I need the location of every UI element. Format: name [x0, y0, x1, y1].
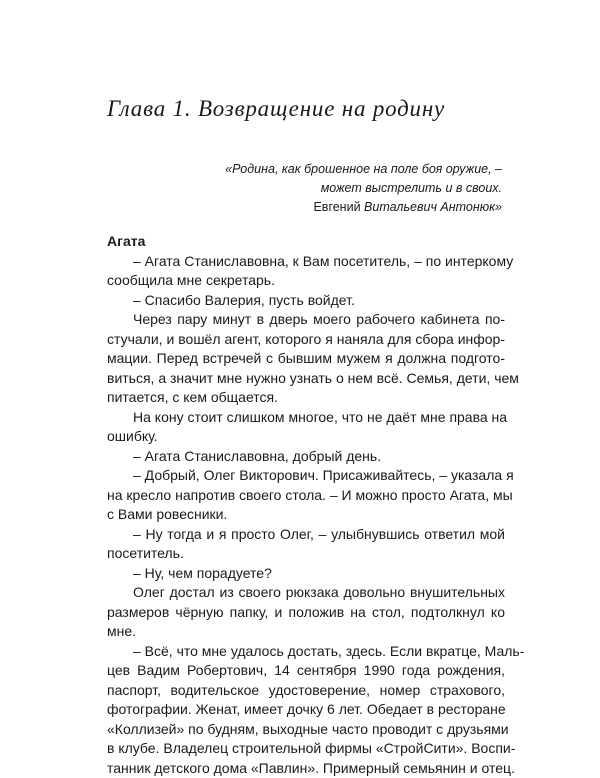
- paragraph: [107, 466, 505, 525]
- text-line: с Вами ровесники.: [107, 505, 505, 525]
- text-line: цев Вадим Робертович, 14 сентября 1990 года рождения,: [107, 661, 505, 681]
- paragraph: [107, 252, 505, 291]
- text-line: мне.: [107, 622, 505, 642]
- text-line: – Ну тогда и я просто Олег, – улыбнувшись ответил мой: [107, 525, 505, 545]
- epigraph-line-2: может выстрелить и в своих.: [225, 179, 502, 198]
- text-line: на кресло напротив своего стола. – И можно просто Агата, мы: [107, 486, 505, 506]
- text-line: Через пару минут в дверь моего рабочего кабинета по-: [107, 310, 505, 330]
- text-line: – Спасибо Валерия, пусть войдет.: [107, 291, 505, 311]
- text-line: мации. Перед встречей с бывшим мужем я должна подгото-: [107, 349, 505, 369]
- paragraph: [107, 408, 505, 447]
- text-line: «Коллизей» по будням, выходные часто проводит с друзьями: [107, 720, 505, 740]
- text-line: размеров чёрную папку, и положив на стол, подтолкнул ко: [107, 603, 505, 623]
- text-line: сообщила мне секретарь.: [107, 271, 505, 291]
- paragraph: [107, 525, 505, 564]
- paragraph: [107, 310, 505, 408]
- paragraph: [107, 447, 505, 467]
- paragraph: [107, 642, 505, 778]
- epigraph-author-rest: Витальевич Антонюк»: [364, 200, 502, 214]
- text-line: танник детского дома «Павлин». Примерный семьянин и отец.: [107, 759, 505, 778]
- text-line: ошибку.: [107, 427, 505, 447]
- text-line: паспорт, водительское удостоверение, номер страхового,: [107, 681, 505, 701]
- text-line: посетитель.: [107, 544, 505, 564]
- text-line: На кону стоит слишком многое, что не даёт мне права на: [107, 408, 505, 428]
- text-line: – Агата Станиславовна, добрый день.: [107, 447, 505, 467]
- text-line: виться, а значит мне нужно узнать о нем всё. Семья, дети, чем: [107, 369, 505, 389]
- text-line: фотографии. Женат, имеет дочку 6 лет. Обедает в ресторане: [107, 700, 505, 720]
- paragraph: [107, 564, 505, 584]
- paragraphs: [107, 252, 505, 778]
- epigraph-author-first-name: Евгений: [313, 200, 360, 214]
- text-line: – Ну, чем порадуете?: [107, 564, 505, 584]
- text-line: – Добрый, Олег Викторович. Присаживайтесь, – указала я: [107, 466, 505, 486]
- paragraph: [107, 583, 505, 642]
- paragraph: [107, 291, 505, 311]
- text-line: – Всё, что мне удалось достать, здесь. Если вкратце, Маль-: [107, 642, 505, 662]
- epigraph-author: [225, 198, 502, 217]
- epigraph-line-1: «Родина, как брошенное на поле боя оружие, –: [225, 160, 502, 179]
- chapter-body: [107, 232, 505, 778]
- text-line: Олег достал из своего рюкзака довольно внушительных: [107, 583, 505, 603]
- epigraph: [225, 160, 502, 217]
- text-line: питается, с кем общается.: [107, 388, 505, 408]
- section-heading: Агата: [107, 232, 505, 252]
- text-line: – Агата Станиславовна, к Вам посетитель, – по интеркому: [107, 252, 505, 272]
- chapter-title: Глава 1. Возвращение на родину: [107, 96, 445, 122]
- text-line: стучали, и вошёл агент, которого я наняла для сбора инфор-: [107, 330, 505, 350]
- text-line: в клубе. Владелец строительной фирмы «СтройСити». Воспи-: [107, 739, 505, 759]
